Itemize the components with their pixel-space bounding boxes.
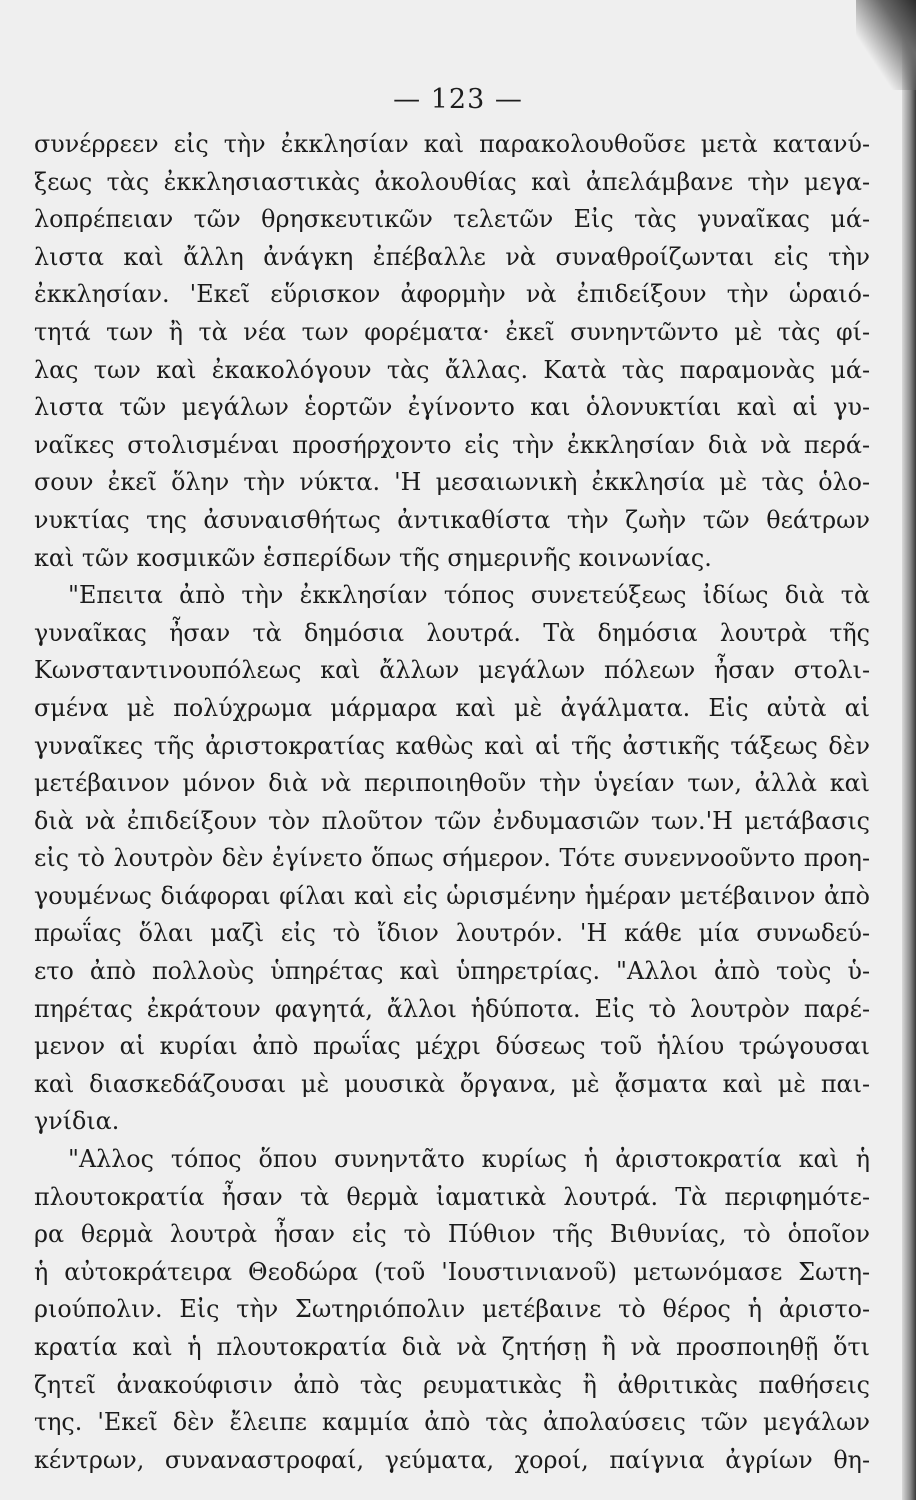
text-line: ζητεῖ ἀνακούφισιν ἀπὸ τὰς ρευματικὰς ἢ ἀθριτικὰς παθήσεις bbox=[34, 1370, 870, 1399]
paragraph-start-line: "Αλλος τόπος ὅπου συνηντᾶτο κυρίως ἡ ἀριστοκρατία καὶ ἡ bbox=[68, 1145, 870, 1174]
text-line: ξεως τὰς ἐκκλησιαστικὰς ἀκολουθίας καὶ ἀπελάμβανε τὴν μεγα- bbox=[34, 167, 870, 196]
text-line: λιστα καὶ ἄλλη ἀνάγκη ἐπέβαλλε νὰ συναθροίζωνται εἰς τὴν bbox=[34, 242, 870, 271]
text-line: ναῖκες στολισμέναι προσήρχοντο εἰς τὴν ἐκκλησίαν διὰ νὰ περά- bbox=[34, 430, 870, 459]
text-line: Κωνσταντινουπόλεως καὶ ἄλλων μεγάλων πόλεων ἦσαν στολι- bbox=[34, 656, 870, 685]
page-number: — 123 — bbox=[393, 84, 523, 115]
text-line: γουμένως διάφοραι φίλαι καὶ εἰς ὡρισμένην ἡμέραν μετέβαινον ἀπὸ bbox=[34, 881, 870, 910]
text-line: μενον αἱ κυρίαι ἀπὸ πρωΐας μέχρι δύσεως τοῦ ἡλίου τρώγουσαι bbox=[34, 1032, 870, 1061]
text-line: διὰ νὰ ἐπιδείξουν τὸν πλοῦτον τῶν ἐνδυμασιῶν των.'Η μετάβασις bbox=[34, 806, 870, 835]
text-line: καὶ τῶν κοσμικῶν ἑσπερίδων τῆς σημερινῆς κοινωνίας. bbox=[34, 543, 712, 572]
text-line: γνίδια. bbox=[34, 1107, 120, 1136]
text-line: κέντρων, συναναστροφαί, γεύματα, χοροί, παίγνια ἀγρίων θη- bbox=[34, 1445, 870, 1474]
text-line: τητά των ἢ τὰ νέα των φορέματα· ἐκεῖ συνηντῶντο μὲ τὰς φί- bbox=[34, 317, 870, 346]
text-line: λας των καὶ ἐκακολόγουν τὰς ἄλλας. Κατὰ τὰς παραμονὰς μά- bbox=[34, 355, 870, 384]
text-line: συνέρρεεν εἰς τὴν ἐκκλησίαν καὶ παρακολουθοῦσε μετὰ κατανύ- bbox=[34, 130, 870, 158]
text-line: νυκτίας της ἀσυναισθήτως ἀντικαθίστα τὴν ζωὴν τῶν θεάτρων bbox=[34, 505, 870, 534]
text-line: πρωΐας ὅλαι μαζὶ εἰς τὸ ἴδιον λουτρόν. 'Η κάθε μία συνωδεύ- bbox=[34, 919, 870, 948]
text-line: ἐκκλησίαν. 'Εκεῖ εὕρισκον ἀφορμὴν νὰ ἐπιδείξουν τὴν ὡραιό- bbox=[34, 280, 870, 309]
text-line: γυναῖκες τῆς ἀριστοκρατίας καθὼς καὶ αἱ τῆς ἀστικῆς τάξεως δὲν bbox=[34, 731, 870, 760]
text-line: πηρέτας ἐκράτουν φαγητά, ἄλλοι ἡδύποτα. Εἰς τὸ λουτρὸν παρέ- bbox=[34, 994, 870, 1023]
page-corner-shadow bbox=[856, 0, 916, 90]
text-line: ετο ἀπὸ πολλοὺς ὑπηρέτας καὶ ὑπηρετρίας. "Αλλοι ἀπὸ τοὺς ὑ- bbox=[34, 957, 870, 986]
text-line: λοπρέπειαν τῶν θρησκευτικῶν τελετῶν Εἰς τὰς γυναῖκας μά- bbox=[34, 205, 870, 234]
text-line: γυναῖκας ἦσαν τὰ δημόσια λουτρά. Τὰ δημόσια λουτρὰ τῆς bbox=[34, 618, 870, 647]
text-line: σμένα μὲ πολύχρωμα μάρμαρα καὶ μὲ ἀγάλματα. Εἰς αὐτὰ αἱ bbox=[34, 693, 870, 722]
text-line: σουν ἐκεῖ ὅλην τὴν νύκτα. 'Η μεσαιωνικὴ ἐκκλησία μὲ τὰς ὁλο- bbox=[34, 468, 870, 497]
paragraph-start-line: "Επειτα ἀπὸ τὴν ἐκκλησίαν τόπος συνετεύξεως ἰδίως διὰ τὰ bbox=[68, 581, 870, 610]
text-line: εἰς τὸ λουτρὸν δὲν ἐγίνετο ὅπως σήμερον. Τότε συνεννοοῦντο προη- bbox=[34, 844, 870, 873]
text-line: ρα θερμὰ λουτρὰ ἦσαν εἰς τὸ Πύθιον τῆς Βιθυνίας, τὸ ὁποῖον bbox=[34, 1220, 870, 1249]
text-line: ριούπολιν. Εἰς τὴν Σωτηριόπολιν μετέβαινε τὸ θέρος ἡ ἀριστο- bbox=[34, 1295, 870, 1324]
body-text bbox=[34, 126, 870, 1479]
text-line: της. 'Εκεῖ δὲν ἔλειπε καμμία ἀπὸ τὰς ἀπολαύσεις τῶν μεγάλων bbox=[34, 1408, 870, 1437]
text-line: κρατία καὶ ἡ πλουτοκρατία διὰ νὰ ζητήσῃ ἢ νὰ προσποιηθῇ ὅτι bbox=[34, 1333, 870, 1361]
text-line: μετέβαινον μόνον διὰ νὰ περιποιηθοῦν τὴν ὑγείαν των, ἀλλὰ καὶ bbox=[34, 769, 870, 798]
text-line: λιστα τῶν μεγάλων ἑορτῶν ἐγίνοντο και ὁλονυκτίαι καὶ αἱ γυ- bbox=[34, 393, 870, 422]
text-line: ἡ αὐτοκράτειρα Θεοδώρα (τοῦ 'Ιουστινιανοῦ) μετωνόμασε Σωτη- bbox=[34, 1257, 870, 1286]
page-edge-shadow bbox=[902, 0, 916, 1500]
text-line: πλουτοκρατία ἦσαν τὰ θερμὰ ἰαματικὰ λουτρά. Τὰ περιφημότε- bbox=[34, 1182, 870, 1211]
text-line: καὶ διασκεδάζουσαι μὲ μουσικὰ ὄργανα, μὲ ᾄσματα καὶ μὲ παι- bbox=[34, 1069, 870, 1098]
